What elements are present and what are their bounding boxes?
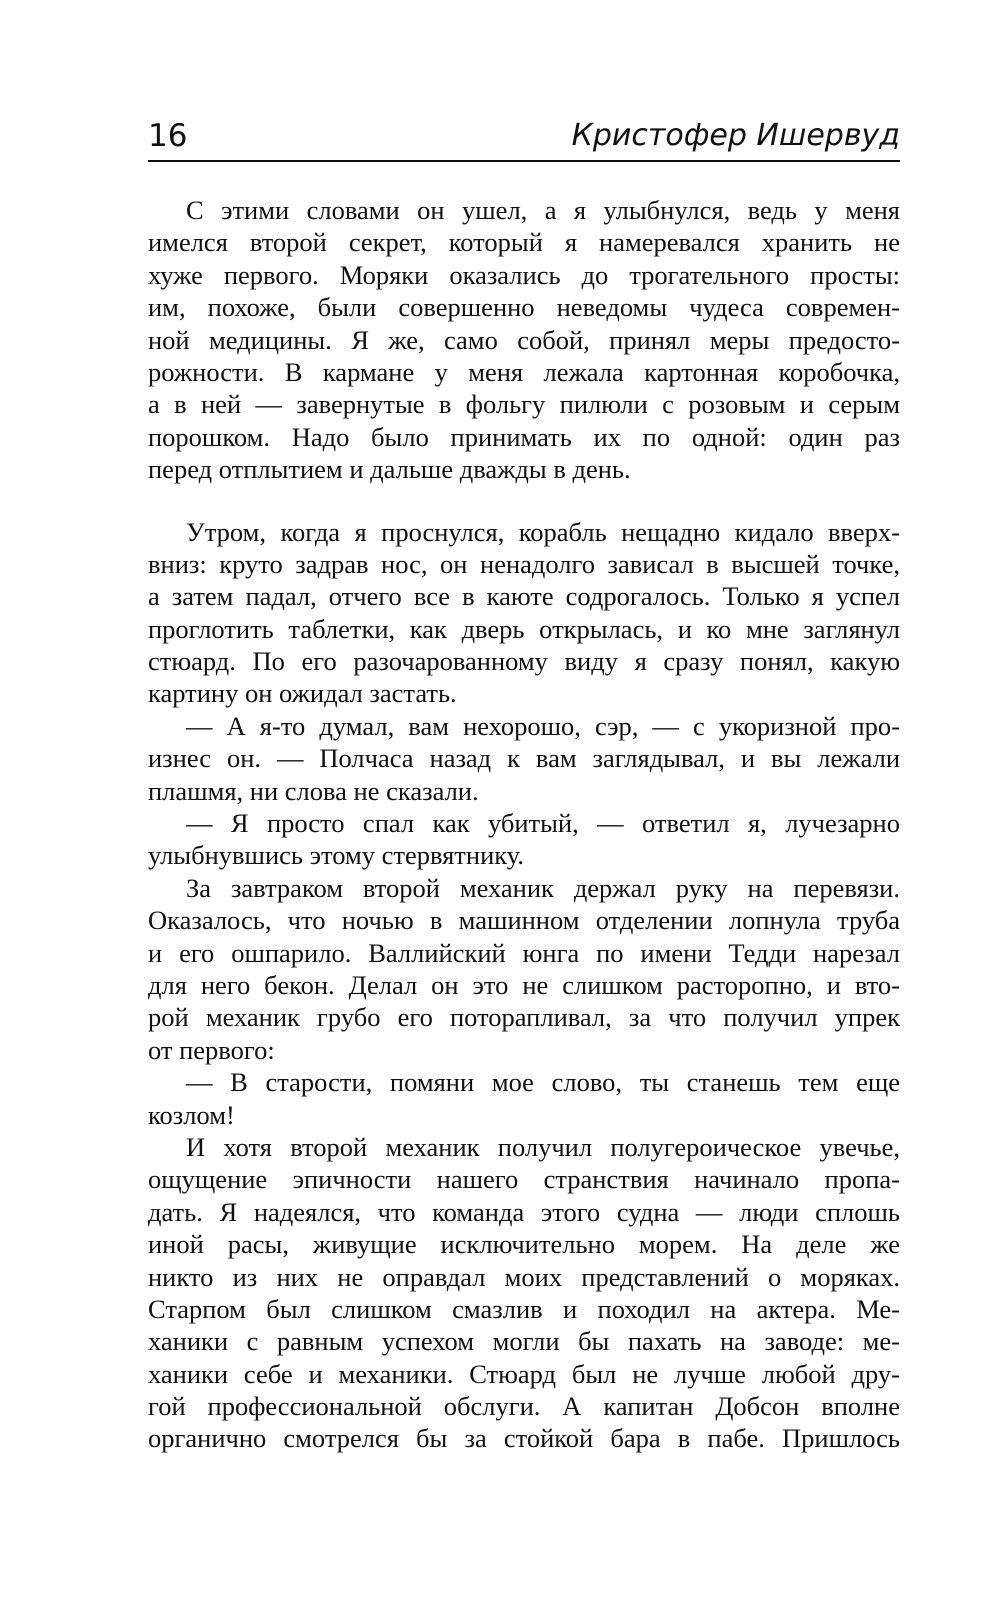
text-section-2 [148, 516, 900, 1455]
text-line: козлом! [148, 1099, 235, 1130]
text-line: улыбнувшись этому стервятнику. [148, 840, 524, 871]
text-line: от первого: [148, 1034, 275, 1065]
text-line: а затем падал, отчего все в каюте содрогалось. Только я успел [148, 581, 900, 612]
section-break [148, 486, 900, 516]
text-line: — В старости, помяни мое слово, ты станешь тем еще [186, 1067, 900, 1098]
text-line: — Я просто спал как убитый, — ответил я, лучезарно [186, 808, 900, 839]
text-section-1 [148, 194, 900, 486]
text-line: органично смотрелся бы за стойкой бара в пабе. Пришлось [148, 1423, 900, 1454]
text-line: С этими словами он ушел, а я улыбнулся, ведь у меня [186, 195, 900, 225]
text-line: За завтраком второй механик держал руку на перевязи. [186, 872, 900, 903]
text-line: картину он ожидал застать. [148, 678, 457, 709]
text-line: иной расы, живущие исключительно морем. На деле же [148, 1229, 900, 1260]
text-line: плашмя, ни слова не сказали. [148, 775, 479, 806]
text-line: Старпом был слишком смазлив и походил на актера. Ме- [148, 1293, 900, 1324]
text-line: Утром, когда я проснулся, корабль нещадно кидало вверх- [186, 516, 900, 547]
page-number: 16 [148, 118, 188, 154]
text-line: им, похоже, были совершенно неведомы чудеса современ- [148, 292, 900, 323]
text-line: ханики себе и механики. Стюард был не лучше любой дру- [148, 1358, 900, 1389]
text-line: проглотить таблетки, как дверь открылась, и ко мне заглянул [148, 613, 900, 644]
text-line: И хотя второй механик получил полугероическое увечье, [186, 1131, 900, 1162]
running-title: Кристофер Ишервуд [571, 118, 900, 153]
text-line: и его ошпарило. Валлийский юнга по имени Тедди нарезал [148, 937, 900, 968]
text-line: перед отплытием и дальше дважды в день. [148, 454, 631, 485]
text-line: порошком. Надо было принимать их по одной: один раз [148, 421, 900, 452]
text-line: изнес он. — Полчаса назад к вам заглядывал, и вы лежали [148, 743, 900, 774]
text-line: — А я-то думал, вам нехорошо, сэр, — с укоризной про- [186, 710, 900, 741]
text-line: а в ней — завернутые в фольгу пилюли с розовым и серым [148, 389, 900, 420]
running-head [148, 116, 900, 162]
text-line: имелся второй секрет, который я намеревался хранить не [148, 227, 900, 258]
text-line: рой механик грубо его поторапливал, за что получил упрек [148, 1002, 900, 1033]
text-line: для него бекон. Делал он это не слишком расторопно, и вто- [148, 969, 900, 1000]
body-text [148, 194, 900, 1455]
text-line: ощущение эпичности нашего странствия начинало пропа- [148, 1164, 900, 1195]
text-line: Оказалось, что ночью в машинном отделении лопнула труба [148, 905, 900, 936]
text-line: ной медицины. Я же, само собой, принял меры предосто- [148, 324, 900, 355]
text-line: дать. Я надеялся, что команда этого судна — люди сплошь [148, 1196, 900, 1227]
text-line: хуже первого. Моряки оказались до трогательного просты: [148, 259, 900, 290]
text-line: вниз: круто задрав нос, он ненадолго зависал в высшей точке, [148, 548, 900, 579]
text-line: ханики с равным успехом могли бы пахать на заводе: ме- [148, 1326, 900, 1357]
text-line: никто из них не оправдал моих представлений о моряках. [148, 1261, 900, 1292]
text-line: рожности. В кармане у меня лежала картонная коробочка, [148, 356, 900, 387]
text-line: гой профессиональной обслуги. А капитан Добсон вполне [148, 1391, 900, 1422]
text-line: стюард. По его разочарованному виду я сразу понял, какую [148, 646, 900, 677]
